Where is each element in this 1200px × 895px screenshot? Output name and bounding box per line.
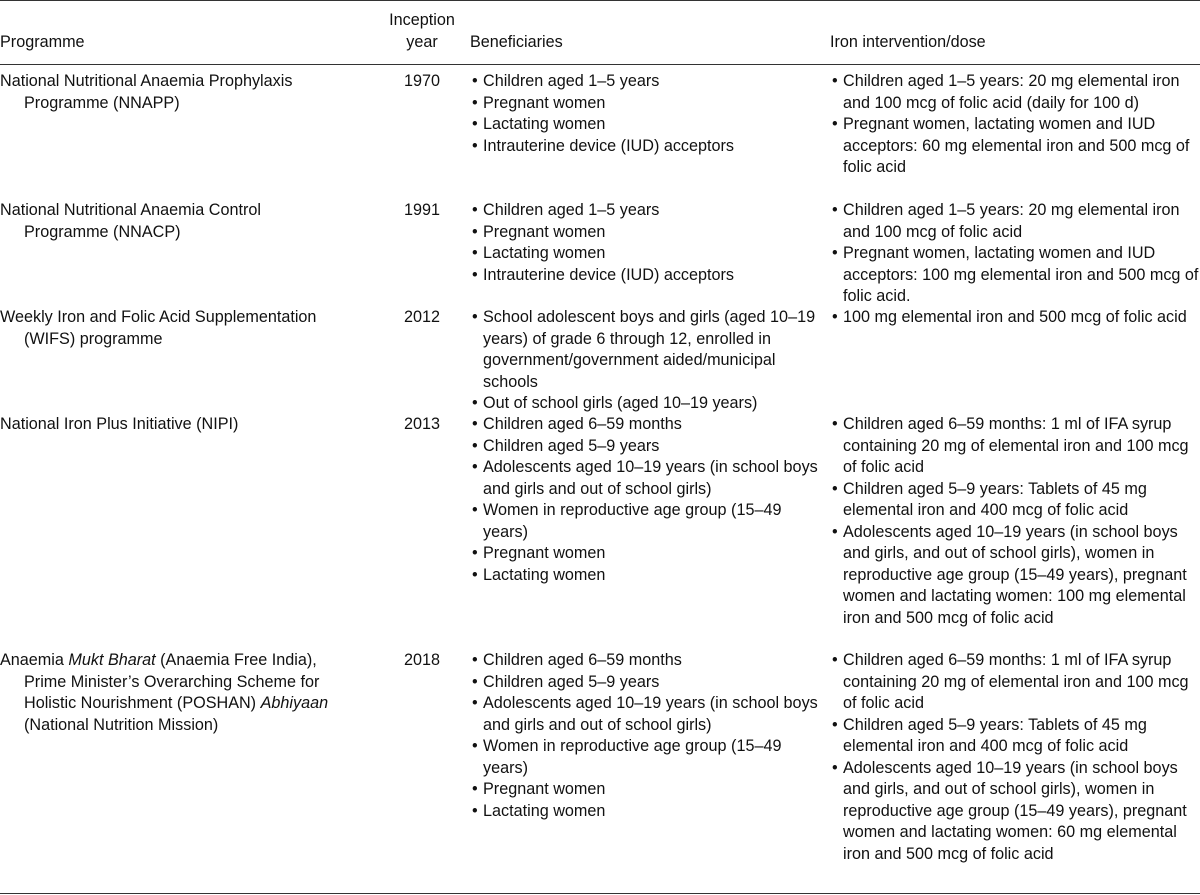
list-item: • Women in reproductive age group (15–49 years) xyxy=(470,500,822,543)
iron-dose-list xyxy=(830,414,1200,629)
programme-italic-term: Mukt Bharat xyxy=(68,651,156,669)
list-item: • School adolescent boys and girls (aged 10–19 years) of grade 6 through 12, enrolled in government/government aided/municipal schools xyxy=(470,307,822,393)
list-item: • Pregnant women xyxy=(470,543,822,565)
list-item: • Lactating women xyxy=(470,114,822,136)
iron-dose-list xyxy=(830,200,1200,308)
list-item: • Women in reproductive age group (15–49 years) xyxy=(470,736,822,779)
list-item: • Lactating women xyxy=(470,801,822,823)
iron-dose-list xyxy=(830,71,1200,179)
list-item: • Children aged 1–5 years xyxy=(470,71,822,93)
programme-line: Holistic Nourishment (POSHAN) Abhiyaan xyxy=(24,694,329,712)
header-beneficiaries: Beneficiaries xyxy=(470,33,563,51)
programme-line: National Nutritional Anaemia Control xyxy=(0,201,261,219)
list-item: • Children aged 5–9 years xyxy=(470,436,822,458)
inception-year: 2013 xyxy=(403,415,440,433)
inception-year: 1991 xyxy=(403,201,440,219)
beneficiaries-list xyxy=(470,71,822,157)
beneficiaries-list xyxy=(470,414,822,586)
beneficiaries-list xyxy=(470,200,822,286)
programme-line: Weekly Iron and Folic Acid Supplementation xyxy=(0,308,317,326)
list-item: • Adolescents aged 10–19 years (in school boys and girls and out of school girls) xyxy=(470,693,822,736)
list-item: • Children aged 5–9 years: Tablets of 45 mg elemental iron and 400 mcg of folic acid xyxy=(830,479,1200,522)
beneficiaries-list xyxy=(470,650,822,822)
header-programme: Programme xyxy=(0,33,85,51)
list-item: • Children aged 6–59 months: 1 ml of IFA syrup containing 20 mg of elemental iron and 100 mcg of folic acid xyxy=(830,650,1200,715)
programme-italic-term: Abhiyaan xyxy=(260,694,329,712)
list-item: • Lactating women xyxy=(470,243,822,265)
programme-line: Programme (NNACP) xyxy=(24,222,181,241)
programme-cell xyxy=(0,71,372,114)
list-item: • Children aged 1–5 years: 20 mg elemental iron and 100 mcg of folic acid (daily for 100 d) xyxy=(830,71,1200,114)
list-item: • Intrauterine device (IUD) acceptors xyxy=(470,136,822,158)
list-item: • Children aged 5–9 years: Tablets of 45 mg elemental iron and 400 mcg of folic acid xyxy=(830,715,1200,758)
list-item: • Pregnant women xyxy=(470,222,822,244)
list-item: • Pregnant women, lactating women and IUD acceptors: 100 mg elemental iron and 500 mcg of folic acid. xyxy=(830,243,1200,308)
programme-line: (National Nutrition Mission) xyxy=(24,715,219,734)
list-item: • Children aged 1–5 years xyxy=(470,200,822,222)
header-rule xyxy=(0,64,1200,65)
programme-cell xyxy=(0,414,372,436)
table-top-rule xyxy=(0,0,1200,1)
list-item: • Out of school girls (aged 10–19 years) xyxy=(470,393,822,415)
list-item: • Pregnant women, lactating women and IUD acceptors: 60 mg elemental iron and 500 mcg of folic acid xyxy=(830,114,1200,179)
programme-line: (WIFS) programme xyxy=(24,329,163,348)
list-item: • Pregnant women xyxy=(470,779,822,801)
header-inception-year: Inception year xyxy=(389,11,455,51)
inception-year: 2012 xyxy=(403,308,440,326)
list-item: • Pregnant women xyxy=(470,93,822,115)
programme-line: Programme (NNAPP) xyxy=(24,93,180,112)
list-item: • Children aged 6–59 months xyxy=(470,414,822,436)
list-item: • 100 mg elemental iron and 500 mcg of folic acid xyxy=(830,307,1200,329)
inception-year: 1970 xyxy=(403,72,440,90)
table-bottom-rule xyxy=(0,893,1200,894)
list-item: • Children aged 1–5 years: 20 mg elemental iron and 100 mcg of folic acid xyxy=(830,200,1200,243)
programme-cell xyxy=(0,200,372,243)
beneficiaries-list xyxy=(470,307,822,415)
iron-dose-list xyxy=(830,307,1200,329)
list-item: • Children aged 5–9 years xyxy=(470,672,822,694)
list-item: • Adolescents aged 10–19 years (in school boys and girls, and out of school girls), women in reproductive age group (15–49 years), pregnant women and lactating women: 60 mg elemental iron and 500 mcg of folic acid xyxy=(830,758,1200,866)
list-item: • Adolescents aged 10–19 years (in school boys and girls, and out of school girls), women in reproductive age group (15–49 years), pregnant women and lactating women: 100 mg elemental iron and 500 mcg of folic acid xyxy=(830,522,1200,630)
list-item: • Intrauterine device (IUD) acceptors xyxy=(470,265,822,287)
programme-cell xyxy=(0,307,372,350)
programme-line: National Iron Plus Initiative (NIPI) xyxy=(0,415,239,433)
list-item: • Adolescents aged 10–19 years (in school boys and girls and out of school girls) xyxy=(470,457,822,500)
iron-dose-list xyxy=(830,650,1200,865)
programme-line: Prime Minister’s Overarching Scheme for xyxy=(24,672,320,691)
inception-year: 2018 xyxy=(403,651,440,669)
programme-line: Anaemia Mukt Bharat (Anaemia Free India), xyxy=(0,651,317,669)
list-item: • Lactating women xyxy=(470,565,822,587)
list-item: • Children aged 6–59 months: 1 ml of IFA syrup containing 20 mg of elemental iron and 100 mcg of folic acid xyxy=(830,414,1200,479)
programme-line: National Nutritional Anaemia Prophylaxis xyxy=(0,72,293,90)
programme-cell xyxy=(0,650,372,736)
list-item: • Children aged 6–59 months xyxy=(470,650,822,672)
header-iron-intervention: Iron intervention/dose xyxy=(830,33,986,51)
